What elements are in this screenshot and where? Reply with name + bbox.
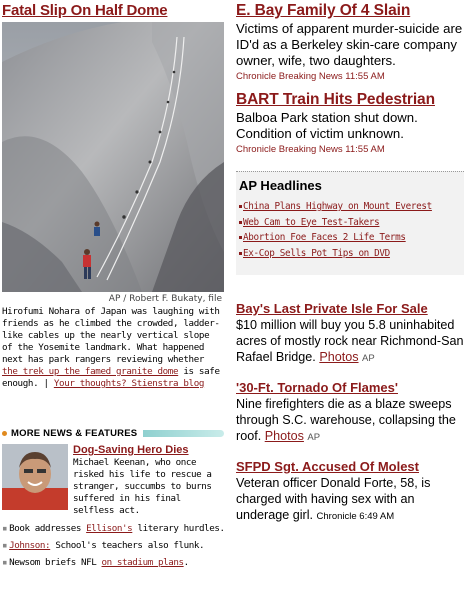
lead-caption: [2, 306, 224, 390]
story-bart-train: [236, 91, 464, 155]
photos-link[interactable]: Photos: [319, 350, 359, 364]
right-column: [236, 2, 464, 525]
half-dome-image: [2, 22, 224, 292]
more-news-heading: MORE NEWS & FEATURES: [11, 428, 138, 439]
thoughts-blog-link[interactable]: Your thoughts? Stienstra blog: [53, 378, 205, 389]
source-label: AP: [362, 353, 375, 364]
hero-story: [2, 444, 224, 517]
caption-text: Hirofumi Nohara of Japan was laughing with friends as he climbed the crowded, ladder-like cables up the nearly vertical slope of the Yosemite landmark. What happened next has park rangers reviewing whether: [2, 306, 220, 365]
item-text: Newsom briefs NFL: [9, 557, 102, 568]
bullet-dot-icon: [2, 431, 7, 436]
story-headline-link[interactable]: BART Train Hits Pedestrian: [236, 91, 435, 108]
item-link[interactable]: Johnson:: [9, 540, 51, 551]
item-text: Book addresses: [9, 523, 87, 534]
story-body: Balboa Park station shut down. Condition of victim unknown.: [236, 110, 418, 141]
ap-headlines-list: [239, 199, 460, 261]
bullet-icon: ▪: [2, 523, 8, 534]
story-headline-link[interactable]: Bay's Last Private Isle For Sale: [236, 301, 428, 316]
story-body-text: $10 million will buy you 5.8 uninhabited acres of mostly rock near Richmond-San Rafael Bridge.: [236, 318, 464, 364]
item-text: School's teachers also flunk.: [50, 540, 205, 551]
square-bullet-icon: [239, 205, 242, 208]
bullet-icon: ▪: [2, 557, 8, 568]
item-link[interactable]: Ellison's: [86, 523, 133, 534]
left-column: [2, 2, 224, 574]
story-tornado-flames: [236, 380, 464, 446]
story-body: [236, 317, 464, 367]
half-dome-photo[interactable]: [2, 22, 224, 292]
ap-headline-item: [239, 199, 460, 215]
more-news-header: [2, 428, 224, 439]
ap-headlines-box: [236, 171, 464, 275]
story-headline-link[interactable]: '30-Ft. Tornado Of Flames': [236, 380, 398, 395]
ap-headline-item: [239, 246, 460, 262]
story-sfpd-sgt: [236, 459, 464, 525]
ap-headline-link[interactable]: Ex-Cop Sells Pot Tips on DVD: [243, 247, 390, 259]
item-link[interactable]: on stadium plans: [101, 557, 184, 568]
square-bullet-icon: [239, 252, 242, 255]
story-timestamp: Chronicle 6:49 AM: [316, 511, 395, 522]
square-bullet-icon: [239, 236, 242, 239]
ap-headline-link[interactable]: Web Cam to Eye Test-Takers: [243, 216, 380, 228]
square-bullet-icon: [239, 221, 242, 224]
story-timestamp: Chronicle Breaking News 11:55 AM: [236, 71, 385, 82]
story-private-isle: [236, 301, 464, 367]
story-body: [236, 475, 464, 525]
item-text: .: [183, 557, 189, 568]
caption-after: is safe enough. |: [2, 366, 220, 389]
story-body: [236, 396, 464, 446]
ap-headline-link[interactable]: Abortion Foe Faces 2 Life Terms: [243, 232, 406, 244]
ap-headline-item: [239, 230, 460, 246]
lead-headline-link[interactable]: Fatal Slip On Half Dome: [2, 2, 168, 19]
story-headline-link[interactable]: SFPD Sgt. Accused Of Molest: [236, 459, 419, 474]
story-body-text: Nine firefighters die as a blaze sweeps through S.C. warehouse, collapsing the roof.: [236, 397, 456, 443]
ap-headline-link[interactable]: China Plans Highway on Mount Everest: [243, 201, 432, 212]
more-news-list: [2, 523, 224, 569]
bullet-icon: ▪: [2, 540, 8, 551]
list-item: [2, 540, 224, 552]
man-portrait-image: [2, 444, 68, 510]
story-family-slain: [236, 2, 464, 82]
list-item: [2, 523, 224, 535]
item-text: literary hurdles.: [132, 523, 225, 534]
header-accent-bar: [143, 430, 224, 437]
hero-headline-link[interactable]: Dog-Saving Hero Dies: [73, 444, 189, 456]
source-label: AP: [307, 432, 321, 443]
photo-credit: AP / Robert F. Bukaty, file: [108, 294, 222, 304]
hero-body: Michael Keenan, who once risked his life to rescue a stranger, succumbs to burns suffered in his final selfless act.: [73, 457, 212, 516]
story-body-text: Veteran officer Donald Forte, 58, is charged with having sex with an underage girl.: [236, 476, 431, 522]
story-body: Victims of apparent murder-suicide are ID'd as a Berkeley skin-care company owner, wife, two daughters.: [236, 21, 463, 68]
story-headline-link[interactable]: E. Bay Family Of 4 Slain: [236, 2, 411, 19]
ap-headline-item: [239, 215, 460, 231]
story-timestamp: Chronicle Breaking News 11:55 AM: [236, 144, 385, 155]
photos-link[interactable]: Photos: [264, 429, 304, 443]
list-item: [2, 557, 224, 569]
ap-headlines-title: AP Headlines: [239, 178, 322, 193]
caption-trek-link[interactable]: the trek up the famed granite dome: [2, 366, 179, 377]
hero-portrait[interactable]: [2, 444, 68, 510]
